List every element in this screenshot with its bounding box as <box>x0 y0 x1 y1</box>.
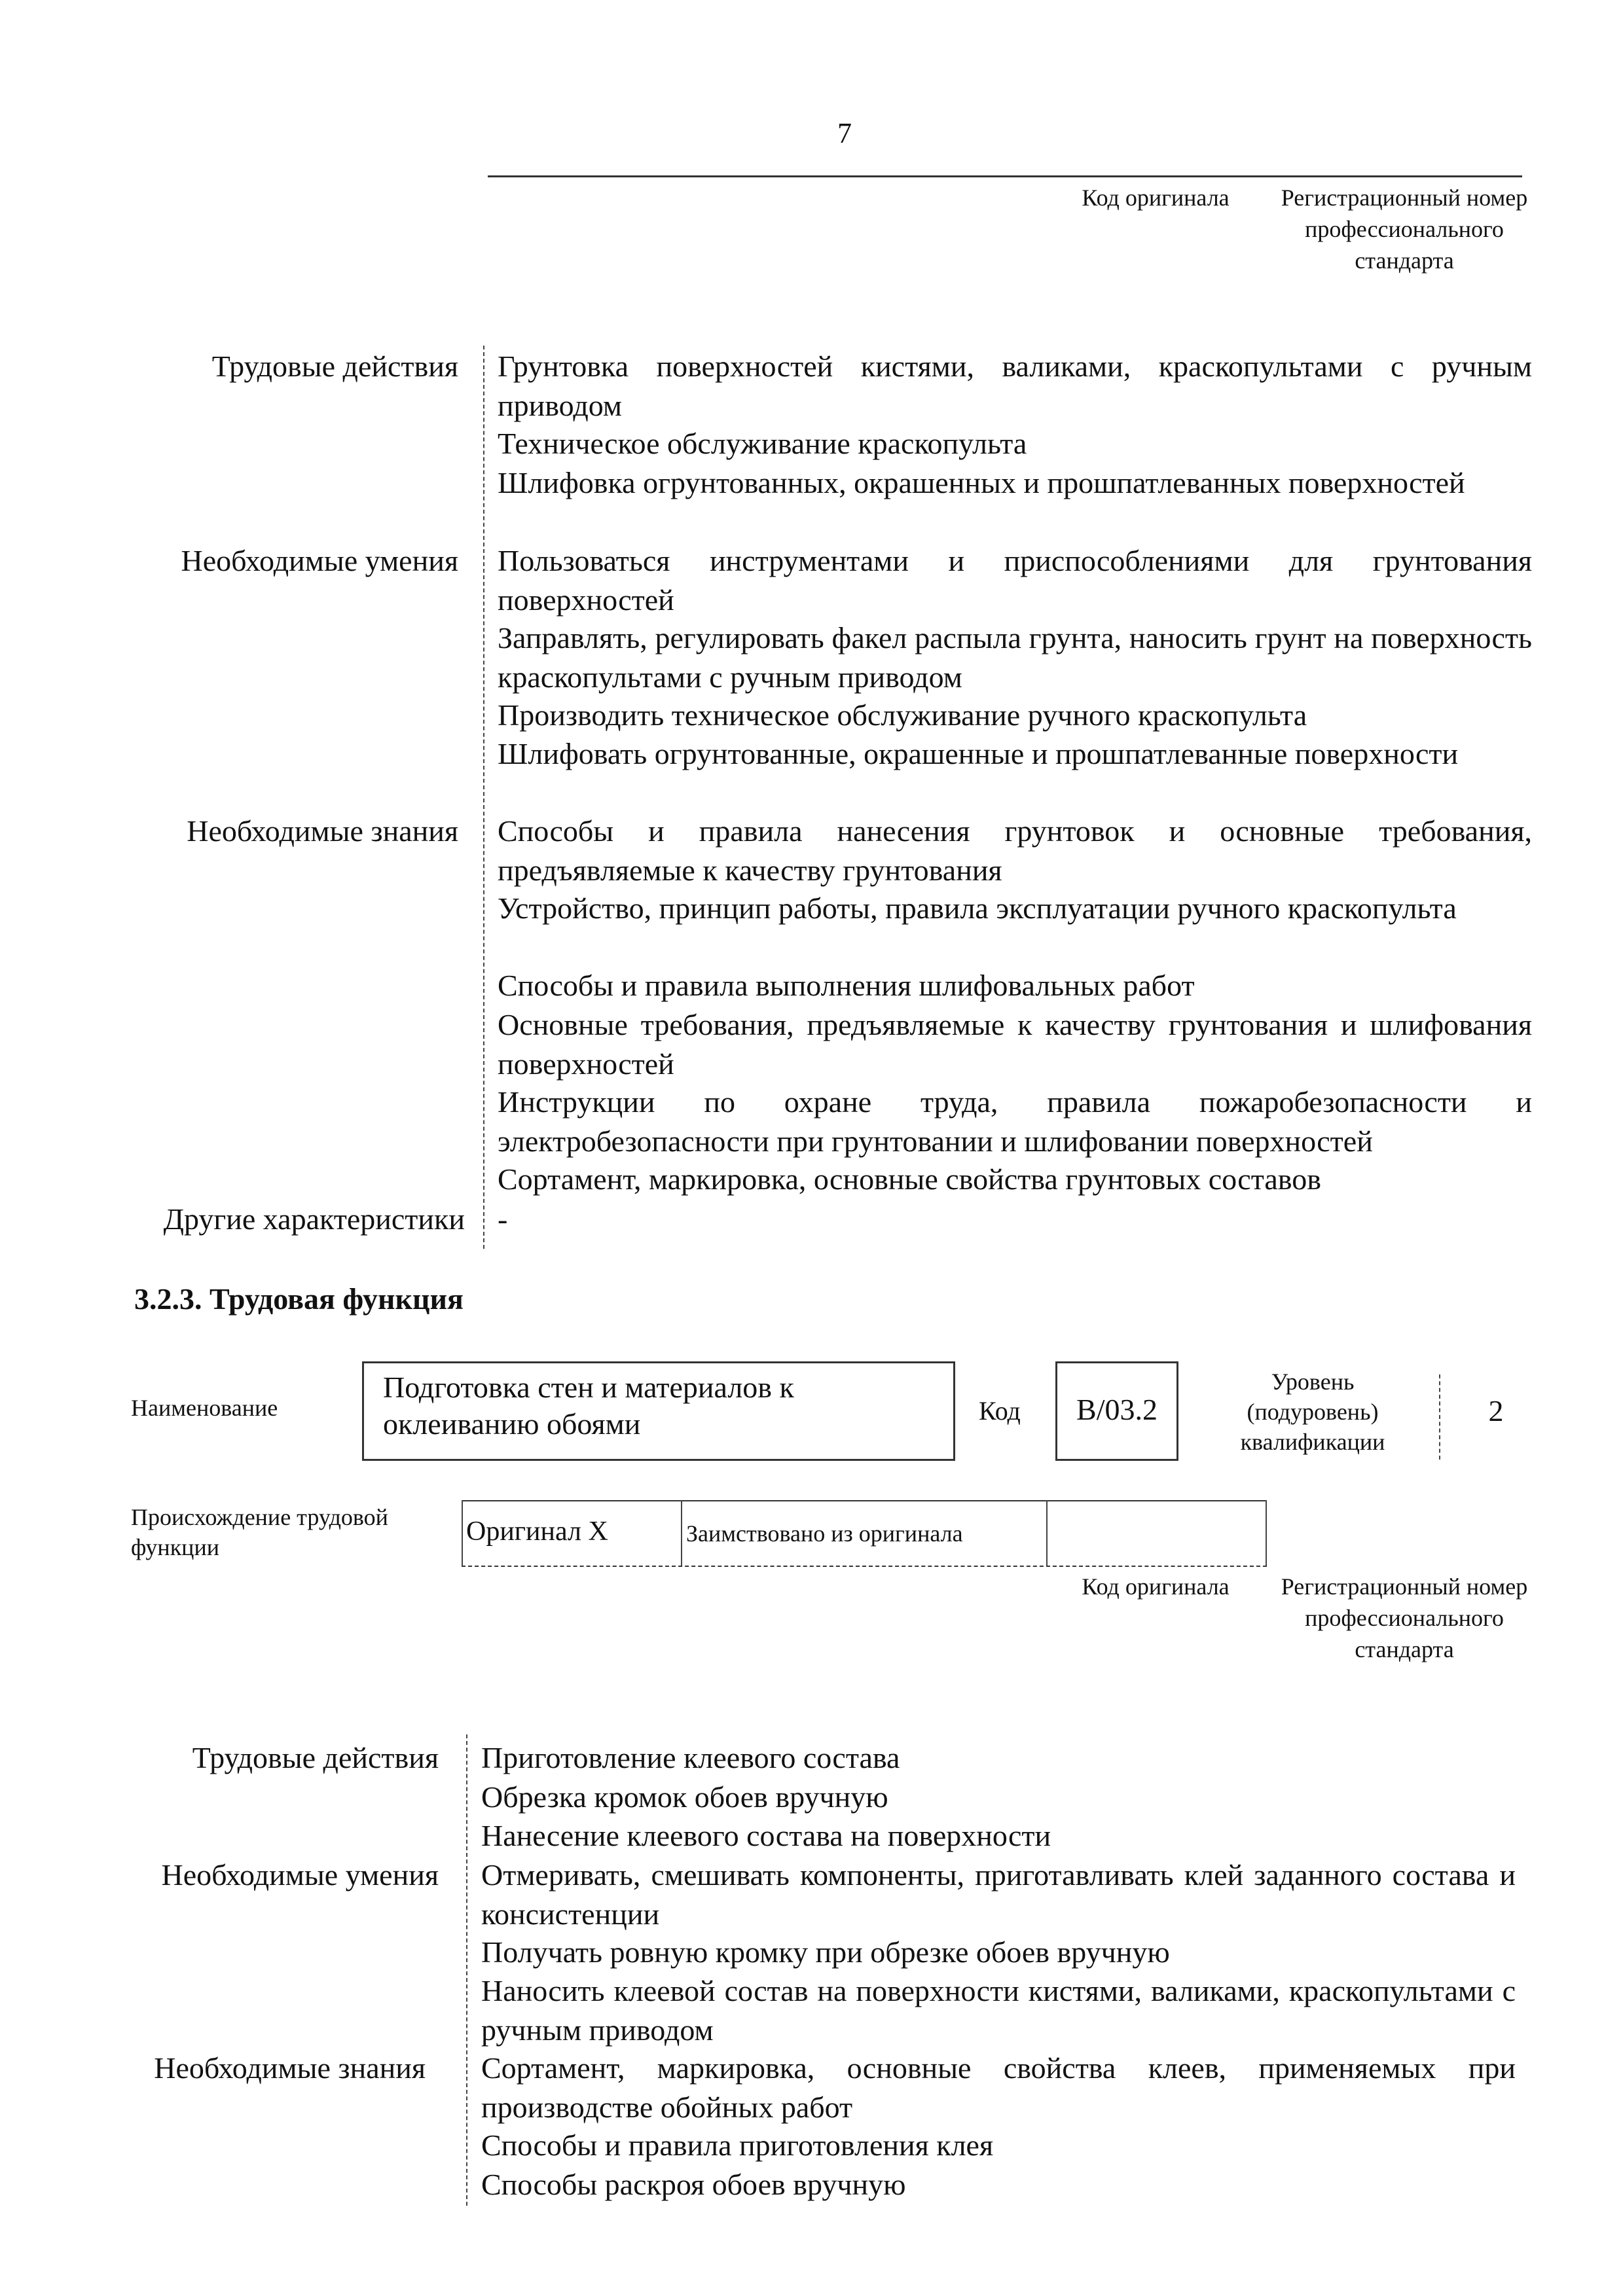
knowledge-item: Способы раскроя обоев вручную <box>481 2168 906 2201</box>
labor-action-item: Грунтовка поверхностей кистями, валиками, краскопультами с ручным приводом <box>498 350 1532 422</box>
origin-label: Происхождение трудовой функции <box>131 1504 388 1560</box>
page-number: 7 <box>837 117 852 149</box>
knowledge-item: Устройство, принцип работы, правила эксплуатации ручного краскопульта <box>498 891 1457 925</box>
knowledge-item: Инструкции по охране труда, правила пожаробезопасности и электробезопасности при грунтовании и шлифовании поверхностей <box>498 1085 1532 1158</box>
skill-item: Пользоваться инструментами и приспособлениями для грунтования поверхностей <box>498 544 1532 617</box>
other-characteristics-value: - <box>498 1202 508 1236</box>
skill-item: Отмеривать, смешивать компоненты, приготавливать клей заданного состава и консистенции <box>481 1858 1516 1931</box>
origin-original: Оригинал X <box>466 1516 608 1547</box>
code-label: Код <box>979 1396 1021 1426</box>
section-title: 3.2.3. Трудовая функция <box>134 1282 464 1316</box>
function-name-value: Подготовка стен и материалов к оклеиванию обоями <box>383 1371 794 1441</box>
origin-divider <box>1266 1500 1267 1566</box>
registration-number-label: Регистрационный номер профессионального стандарта <box>1281 185 1528 274</box>
skill-item: Получать ровную кромку при обрезке обоев вручную <box>481 1935 1170 1969</box>
knowledge-item: Основные требования, предъявляемые к качеству грунтования и шлифования поверхностей <box>498 1008 1532 1081</box>
labor-actions-label: Трудовые действия <box>211 350 458 383</box>
origin-borrowed: Заимствовано из оригинала <box>686 1520 963 1547</box>
knowledge-label: Необходимые знания <box>154 2051 426 2085</box>
original-code-label: Код оригинала <box>1082 185 1230 211</box>
skill-item: Шлифовать огрунтованные, окрашенные и прошпатлеванные поверхности <box>498 737 1459 770</box>
origin-top-rule <box>462 1500 1267 1501</box>
skill-item: Наносить клеевой состав на поверхности кистями, валиками, краскопультами с ручным приводом <box>481 1974 1516 2047</box>
skill-item: Производить техническое обслуживание ручного краскопульта <box>498 698 1307 732</box>
header-rule <box>488 175 1522 177</box>
function-code-value: В/03.2 <box>1076 1393 1158 1426</box>
origin-divider <box>1046 1500 1048 1566</box>
skills-label: Необходимые умения <box>161 1858 439 1892</box>
column-separator <box>466 1734 467 2206</box>
qualification-level-label: Уровень (подуровень) квалификации <box>1240 1369 1385 1455</box>
other-characteristics-label: Другие характеристики <box>163 1202 465 1236</box>
knowledge-item: Сортамент, маркировка, основные свойства клеев, применяемых при производстве обойных работ <box>481 2051 1516 2124</box>
labor-action-item: Техническое обслуживание краскопульта <box>498 427 1027 460</box>
skills-label: Необходимые умения <box>181 544 458 577</box>
knowledge-item: Способы и правила выполнения шлифовальных работ <box>498 969 1195 1002</box>
qualification-level-value: 2 <box>1488 1394 1504 1427</box>
knowledge-item: Способы и правила приготовления клея <box>481 2128 994 2162</box>
skill-item: Заправлять, регулировать факел распыла грунта, наносить грунт на поверхность краскопультами с ручным приводом <box>498 621 1532 694</box>
origin-bottom-rule <box>462 1566 1267 1567</box>
name-label: Наименование <box>131 1395 278 1421</box>
labor-actions-label: Трудовые действия <box>192 1741 439 1774</box>
knowledge-item: Способы и правила нанесения грунтовок и основные требования, предъявляемые к качеству грунтования <box>498 814 1532 887</box>
knowledge-label: Необходимые знания <box>187 814 458 848</box>
origin-divider <box>681 1500 682 1566</box>
knowledge-item: Сортамент, маркировка, основные свойства грунтовых составов <box>498 1162 1321 1196</box>
labor-action-item: Приготовление клеевого состава <box>481 1741 900 1774</box>
labor-action-item: Нанесение клеевого состава на поверхности <box>481 1819 1051 1852</box>
origin-divider <box>462 1500 463 1566</box>
origin-registration-label: Регистрационный номер профессионального стандарта <box>1281 1573 1528 1662</box>
column-separator <box>483 346 484 1249</box>
labor-action-item: Шлифовка огрунтованных, окрашенных и прошпатлеванных поверхностей <box>498 466 1465 499</box>
labor-action-item: Обрезка кромок обоев вручную <box>481 1780 888 1814</box>
origin-code-label: Код оригинала <box>1082 1573 1230 1600</box>
level-box-left <box>1439 1374 1440 1460</box>
